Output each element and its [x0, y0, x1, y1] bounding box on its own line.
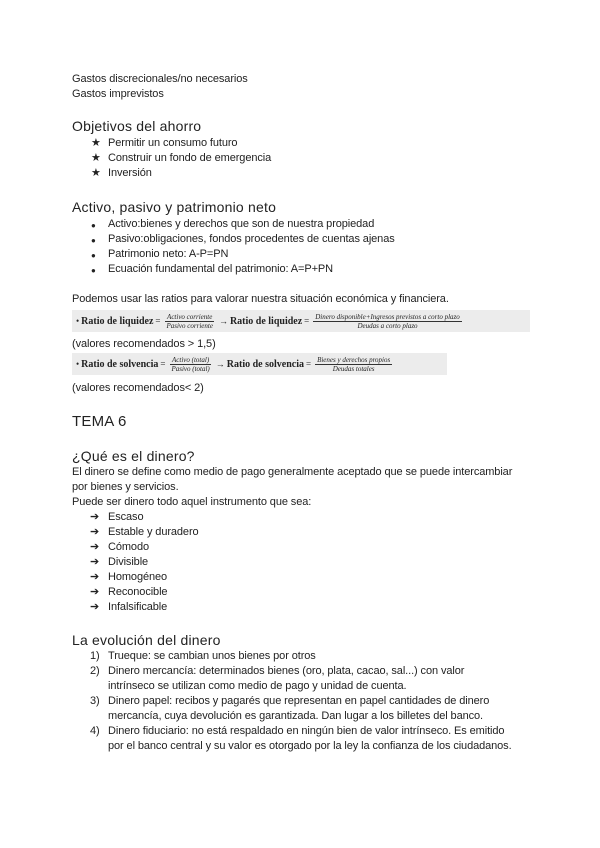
list-item: Reconocible: [108, 586, 168, 598]
arrow-icon: ➔: [90, 601, 100, 613]
ratios-intro: Podemos usar las ratios para valorar nuestra situación económica y financiera.: [72, 293, 449, 305]
list-item: Construir un fondo de emergencia: [108, 152, 272, 164]
intro-line-2: Gastos imprevistos: [72, 88, 164, 100]
formula-numerator: Activo (total): [172, 355, 210, 364]
list-item: Dinero fiduciario: no está respaldado en ningún bien de valor intrínseco. Es emitido: [108, 725, 505, 737]
formula-bullet: •: [76, 316, 80, 326]
formula-numerator: Dinero disponible+Ingresos previstos a corto plazo: [315, 312, 460, 321]
formula-equals: =: [155, 316, 161, 326]
list-item: Infalsificable: [108, 601, 168, 613]
arrow-icon: ➔: [90, 571, 100, 583]
formula-equals: =: [304, 316, 310, 326]
formula-label: Ratio de liquidez: [229, 315, 303, 327]
list-item: Dinero papel: recibos y pagarés que representan en papel cantidades de dinero: [108, 695, 490, 707]
arrow-icon: →: [218, 316, 228, 326]
formula-equals: =: [305, 359, 312, 369]
dinero-paragraph-line-1: El dinero se define como medio de pago generalmente aceptado que se puede intercambiar: [72, 466, 513, 478]
formula-label: Ratio de solvencia: [81, 358, 159, 370]
evolucion-heading: La evolución del dinero: [72, 632, 221, 648]
formula-bullet: •: [76, 359, 80, 369]
list-item: Dinero mercancía: determinados bienes (oro, plata, cacao, sal...) con valor: [108, 665, 465, 677]
ratio-liquidez-formula: [72, 310, 530, 332]
arrow-icon: ➔: [90, 541, 100, 553]
list-item-continuation: mercancía, cuya devolución es garantizada. Dan lugar a los billetes del banco.: [108, 710, 483, 722]
formula-fraction: [315, 356, 392, 373]
tema-title: TEMA 6: [72, 413, 127, 430]
list-item: Cómodo: [108, 541, 149, 553]
formula-denominator: Deudas a corto plazo: [357, 321, 418, 330]
list-item: Permitir un consumo futuro: [108, 137, 238, 149]
list-item: Patrimonio neto: A-P=PN: [108, 248, 229, 260]
arrow-icon: →: [215, 359, 225, 369]
dinero-paragraph-2: Puede ser dinero todo aquel instrumento que sea:: [72, 496, 312, 508]
list-number: 4): [90, 725, 100, 737]
arrow-icon: ➔: [90, 586, 100, 598]
list-number: 2): [90, 665, 100, 677]
formula-numerator: Activo corriente: [167, 312, 213, 321]
formula-numerator: Bienes y derechos propios: [317, 355, 391, 364]
dinero-heading: ¿Qué es el dinero?: [72, 448, 195, 464]
arrow-icon: ➔: [90, 511, 100, 523]
list-item: Activo:bienes y derechos que son de nuestra propiedad: [108, 218, 375, 230]
star-icon: ★: [91, 152, 101, 164]
formula-denominator: Pasivo (total): [171, 364, 210, 373]
bullet-icon: ●: [91, 221, 96, 230]
arrow-icon: ➔: [90, 526, 100, 538]
list-number: 3): [90, 695, 100, 707]
star-icon: ★: [91, 137, 101, 149]
formula-label: Ratio de solvencia: [226, 358, 304, 370]
list-number: 1): [90, 650, 100, 662]
formula-label: Ratio de liquidez: [81, 315, 154, 327]
formula-fraction: [169, 356, 211, 373]
list-item: Homogéneo: [108, 571, 168, 583]
bullet-icon: ●: [91, 236, 96, 245]
list-item: Divisible: [108, 556, 149, 568]
list-item: Ecuación fundamental del patrimonio: A=P+PN: [108, 263, 334, 275]
formula-fraction: [313, 313, 462, 330]
ahorro-heading: Objetivos del ahorro: [72, 118, 202, 134]
formula-denominator: Deudas totales: [332, 364, 375, 373]
list-item-continuation: por el banco central y su valor es otorgado por la ley la confianza de los ciudadanos.: [108, 740, 512, 752]
list-item-continuation: intrínseco se utilizan como medio de pago y unidad de cuenta.: [108, 680, 407, 692]
dinero-paragraph-line-2: por bienes y servicios.: [72, 481, 179, 493]
arrow-icon: ➔: [90, 556, 100, 568]
list-item: Estable y duradero: [108, 526, 199, 538]
intro-line-1: Gastos discrecionales/no necesarios: [72, 73, 248, 85]
list-item: Pasivo:obligaciones, fondos procedentes de cuentas ajenas: [108, 233, 395, 245]
list-item: Inversión: [108, 167, 152, 179]
activo-heading: Activo, pasivo y patrimonio neto: [72, 199, 277, 215]
list-item: Trueque: se cambian unos bienes por otros: [108, 650, 316, 662]
bullet-icon: ●: [91, 251, 96, 260]
liquidez-note: (valores recomendados > 1,5): [72, 338, 216, 350]
list-item: Escaso: [108, 511, 144, 523]
ratio-solvencia-formula: [72, 353, 447, 375]
formula-equals: =: [160, 359, 166, 369]
solvencia-note: (valores recomendados< 2): [72, 382, 204, 394]
bullet-icon: ●: [91, 266, 96, 275]
formula-denominator: Pasivo corriente: [166, 321, 213, 330]
star-icon: ★: [91, 167, 101, 179]
formula-fraction: [164, 313, 214, 330]
